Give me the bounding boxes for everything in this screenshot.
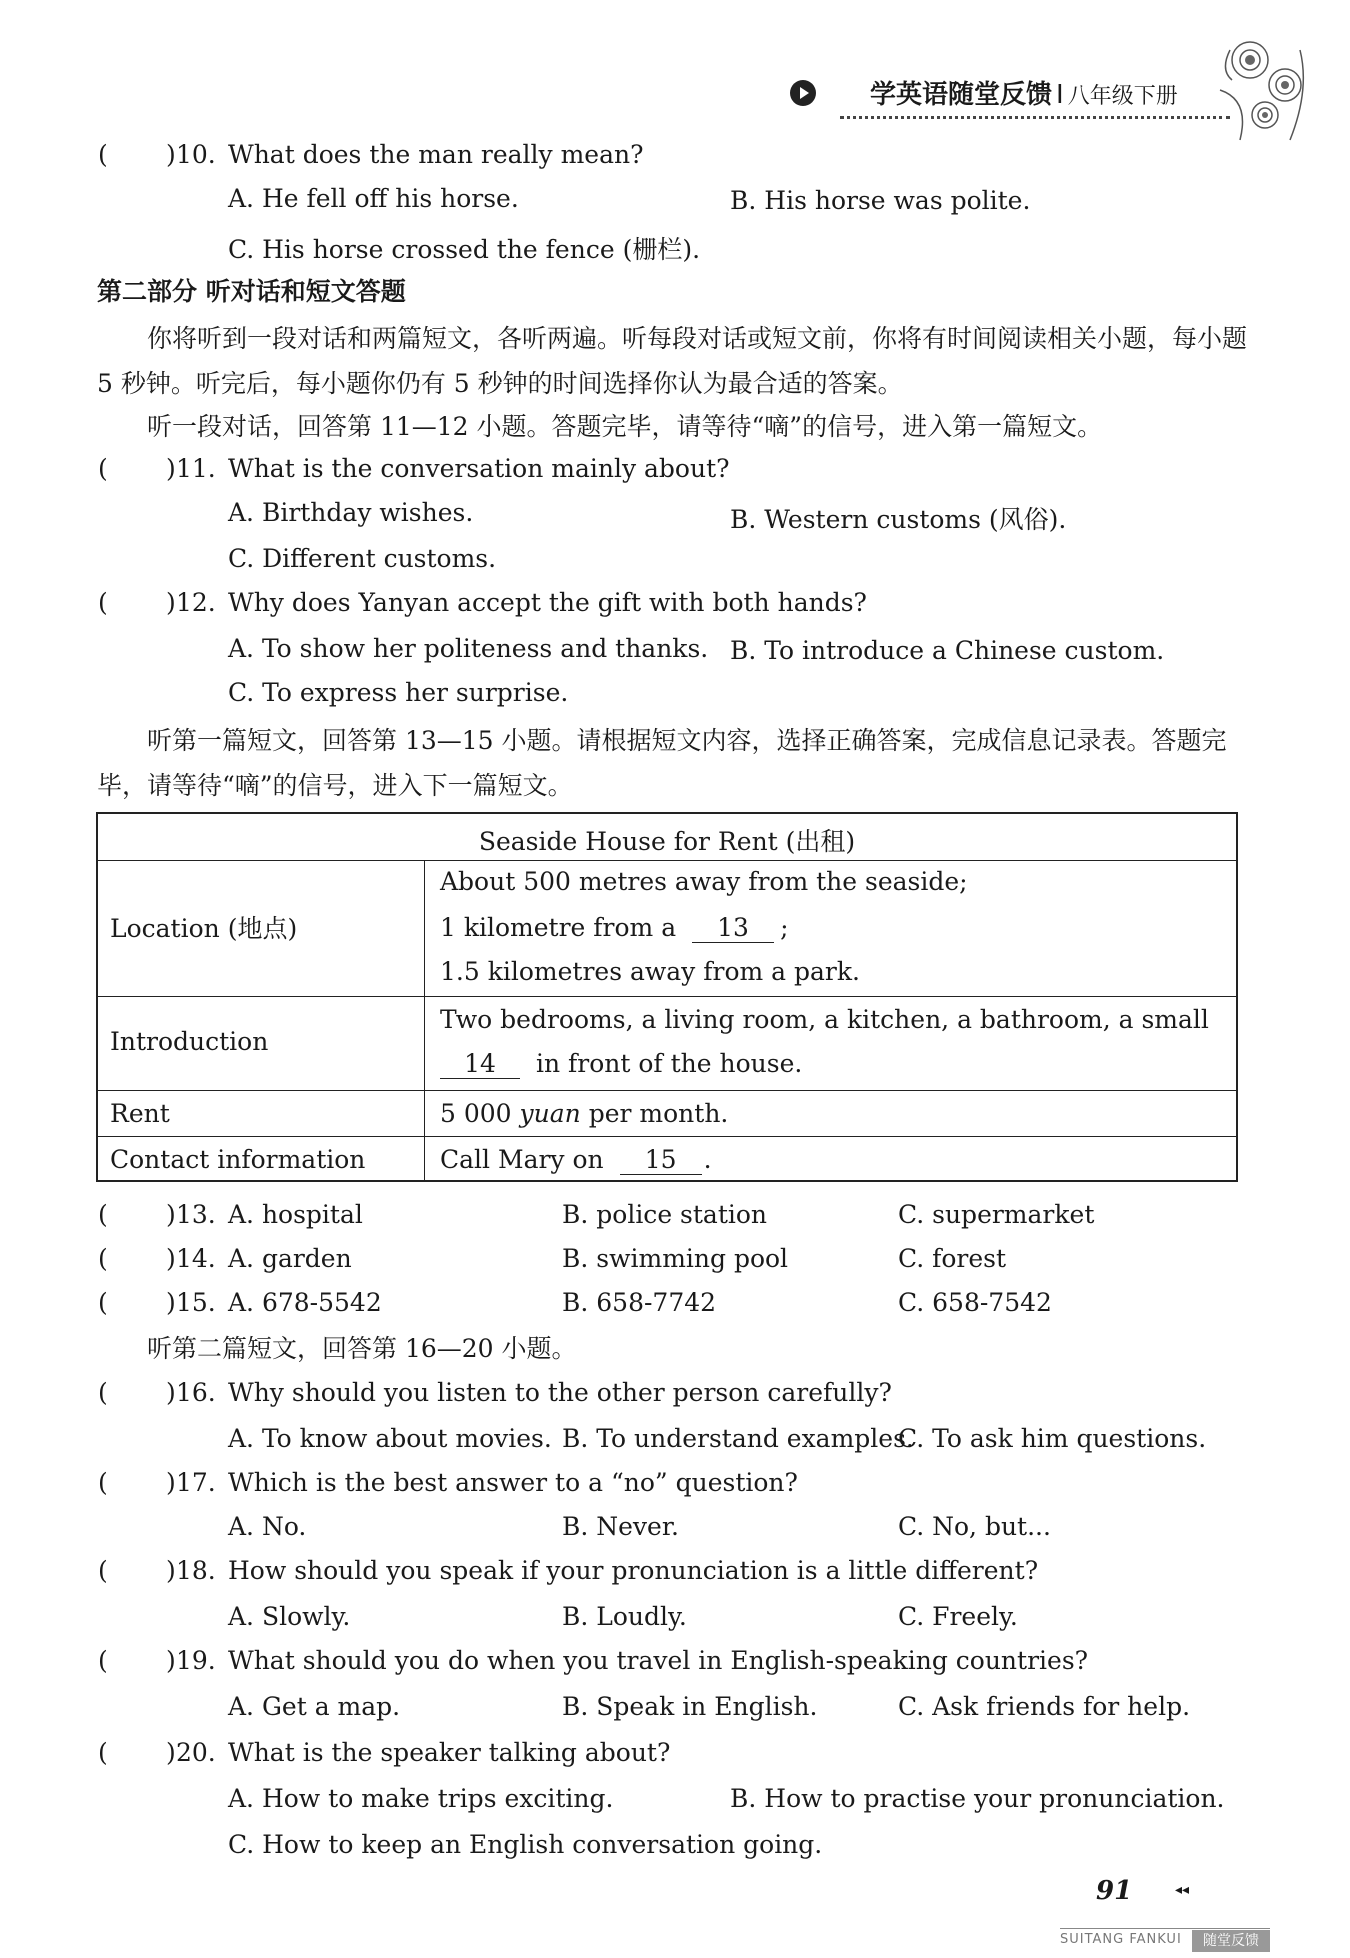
text1-instructions: 听第一篇短文，回答第 13—15 小题。请根据短文内容，选择正确答案，完成信息记录表。答题完毕，请等待“嘀”的信号，进入下一篇短文。 bbox=[97, 726, 1227, 800]
answer-paren[interactable]: ( bbox=[98, 1646, 108, 1675]
footer-label: 随堂反馈 bbox=[1192, 1930, 1270, 1952]
answer-paren[interactable]: ( bbox=[98, 588, 108, 617]
option-c: C. His horse crossed the fence (栅栏). bbox=[228, 235, 701, 264]
answer-paren[interactable]: ( bbox=[98, 1556, 108, 1585]
option-c: C. No, but... bbox=[898, 1512, 1051, 1541]
option-a: A. No. bbox=[228, 1512, 307, 1541]
option-a: A. garden bbox=[228, 1244, 352, 1273]
grade-label: 八年级下册 bbox=[1067, 84, 1178, 109]
answer-paren[interactable]: ( bbox=[98, 454, 108, 483]
question-text: What is the conversation mainly about? bbox=[228, 454, 730, 483]
play-icon bbox=[790, 80, 816, 106]
page-number: 91 bbox=[1096, 1876, 1133, 1906]
option-a: A. To show her politeness and thanks. bbox=[228, 634, 709, 663]
option-b: B. How to practise your pronunciation. bbox=[730, 1784, 1225, 1813]
section-intro: 你将听到一段对话和两篇短文，各听两遍。听每段对话或短文前，你将有时间阅读相关小题，每小题 5 秒钟。听完后，每小题你仍有 5 秒钟的时间选择你认为最合适的答案。 bbox=[97, 324, 1248, 398]
blank-15[interactable]: 15 bbox=[620, 1146, 702, 1175]
rent-info-table bbox=[96, 812, 1238, 1182]
option-b: B. Loudly. bbox=[562, 1602, 687, 1631]
question-text: How should you speak if your pronunciation is a little different? bbox=[228, 1556, 1039, 1585]
option-a: A. How to make trips exciting. bbox=[228, 1784, 614, 1813]
option-c: C. 658-7542 bbox=[898, 1288, 1052, 1317]
workbook-page: 学英语随堂反馈 Ⅰ 八年级下册 ( ) 10. What does the man really mean? A. He fell off his horse. B. His horse was polite. C. His horse crossed the fence (栅栏). 第二部分 听对话和短文答题 你将听到一段对话和两篇短文，各听两遍。听每段对话或短文前，你将有时间阅读相关小题，每小题 5 秒钟。听完后，每小题你仍有 5 秒钟的时间选择你认为最合适的答案。 听一段对话，回答第 11—12 小题。答题完毕，请等待“嘀”的信号，进入第一篇短文。 ( ) 11. What is the conversation mainly about? A. Birthday wishes. B. Western customs (风俗). C. Different customs. ( ) 12. Why does Yanyan accept the gift with both hands? A. To show her politeness and thanks. B. To introduce a Chinese custom. C. To express her surprise. 听第一篇短文，回答第 13—15 小题。请根据短文内容，选择正确答案，完成信息记录表。答题完毕，请等待“嘀”的信号，进入下一篇短文。 Seaside House for Rent (出租) Location (地点) About 500 metres away from the seaside; 1 kilometre from a 13 ; 1.5 kilometres away from a park. Introduction Two bedrooms, a living room, a kitchen, a bathroom, a small 14 in front of the house. Rent 5 000 yuan per month. Contact information Call Mary on 15 . ( ) 13. A. hospital B. police station C. supermarket ( ) 14. A. garden B. swimming pool C. forest ( ) 15. A. 678-5542 B. 658-7742 C. 658-7542 听第二篇短文，回答第 16—20 小题。 ( ) 16. Why should you listen to the other person carefully? A. To know about movies. B. To understand examples. C. To ask him questions. ( ) 17. Which is the best answer to a “no” question? A. No. B. Never. C. No, but... ( ) 18. How should you speak if your pronunciation is a little different? A. Slowly. B. Loudly. C. Freely. ( ) 19. What should you do when you travel in English-speaking countries? A. Get a map. B. Speak in English. C. Ask friends for help. ( ) 20. What is the speaker talking about? A. How to make trips exciting. B. How to practise your pronunciation. C. How to keep an English conversation going. 91 ◂◂ SUITANG FANKUI 随堂反馈 bbox=[0, 0, 1350, 1958]
question-text: What does the man really mean? bbox=[228, 140, 644, 169]
question-text: Which is the best answer to a “no” question? bbox=[228, 1468, 798, 1497]
option-c: C. Freely. bbox=[898, 1602, 1018, 1631]
blank-13[interactable]: 13 bbox=[692, 914, 774, 943]
answer-paren[interactable]: ( bbox=[98, 140, 108, 169]
option-a: A. Slowly. bbox=[228, 1602, 351, 1631]
answer-paren[interactable]: ( bbox=[98, 1200, 108, 1229]
question-text: Why does Yanyan accept the gift with both hands? bbox=[228, 588, 867, 617]
option-b: B. Western customs (风俗). bbox=[730, 505, 1067, 534]
question-text: What should you do when you travel in English-speaking countries? bbox=[228, 1646, 1089, 1675]
answer-paren[interactable]: ( bbox=[98, 1244, 108, 1273]
option-b: B. police station bbox=[562, 1200, 768, 1229]
table-row-location: Location (地点) About 500 metres away from the seaside; 1 kilometre from a 13 ; 1.5 kilometres away from a park. bbox=[98, 860, 1236, 996]
dialog-instructions: 听一段对话，回答第 11—12 小题。答题完毕，请等待“嘀”的信号，进入第一篇短文。 bbox=[147, 412, 1103, 441]
table-caption: Seaside House for Rent (出租) bbox=[478, 827, 856, 856]
option-b: B. His horse was polite. bbox=[730, 186, 1031, 215]
option-b: B. To understand examples. bbox=[562, 1424, 914, 1453]
flower-icon bbox=[1210, 30, 1320, 150]
option-b: B. Speak in English. bbox=[562, 1692, 818, 1721]
answer-paren[interactable]: ( bbox=[98, 1378, 108, 1407]
option-a: A. 678-5542 bbox=[228, 1288, 382, 1317]
option-b: B. swimming pool bbox=[562, 1244, 789, 1273]
blank-14[interactable]: 14 bbox=[440, 1050, 520, 1079]
footer-pinyin: SUITANG FANKUI bbox=[1060, 1932, 1182, 1947]
table-row-introduction: Introduction Two bedrooms, a living room, a kitchen, a bathroom, a small 14 in front of the house. bbox=[98, 996, 1236, 1090]
answer-paren[interactable]: ( bbox=[98, 1288, 108, 1317]
answer-paren[interactable]: ( bbox=[98, 1738, 108, 1767]
option-b: B. Never. bbox=[562, 1512, 680, 1541]
option-b: B. 658-7742 bbox=[562, 1288, 717, 1317]
option-c: C. Ask friends for help. bbox=[898, 1692, 1191, 1721]
footer-bar bbox=[1060, 1928, 1270, 1953]
option-c: C. Different customs. bbox=[228, 544, 497, 573]
question-text: What is the speaker talking about? bbox=[228, 1738, 671, 1767]
option-b: B. To introduce a Chinese custom. bbox=[730, 636, 1165, 665]
option-c: C. To express her surprise. bbox=[228, 678, 569, 707]
table-row-rent: Rent 5 000 yuan per month. bbox=[98, 1090, 1236, 1136]
option-a: A. To know about movies. bbox=[228, 1424, 552, 1453]
page-header bbox=[790, 72, 1230, 122]
option-c: C. supermarket bbox=[898, 1200, 1095, 1229]
double-arrow-icon: ◂◂ bbox=[1175, 1882, 1190, 1898]
answer-paren[interactable]: ( bbox=[98, 1468, 108, 1497]
option-c: C. forest bbox=[898, 1244, 1007, 1273]
option-c: C. To ask him questions. bbox=[898, 1424, 1207, 1453]
option-a: A. He fell off his horse. bbox=[228, 184, 519, 213]
book-title: 学英语随堂反馈 Ⅰ 八年级下册 bbox=[870, 80, 1178, 110]
section-title: 第二部分 听对话和短文答题 bbox=[97, 277, 406, 306]
text2-instructions: 听第二篇短文，回答第 16—20 小题。 bbox=[147, 1334, 577, 1363]
header-divider bbox=[840, 116, 1230, 119]
option-a: A. Birthday wishes. bbox=[228, 498, 474, 527]
table-row-contact: Contact information Call Mary on 15 . bbox=[98, 1136, 1236, 1182]
option-c: C. How to keep an English conversation going. bbox=[228, 1830, 823, 1859]
option-a: A. Get a map. bbox=[228, 1692, 401, 1721]
question-text: Why should you listen to the other person carefully? bbox=[228, 1378, 892, 1407]
option-a: A. hospital bbox=[228, 1200, 363, 1229]
